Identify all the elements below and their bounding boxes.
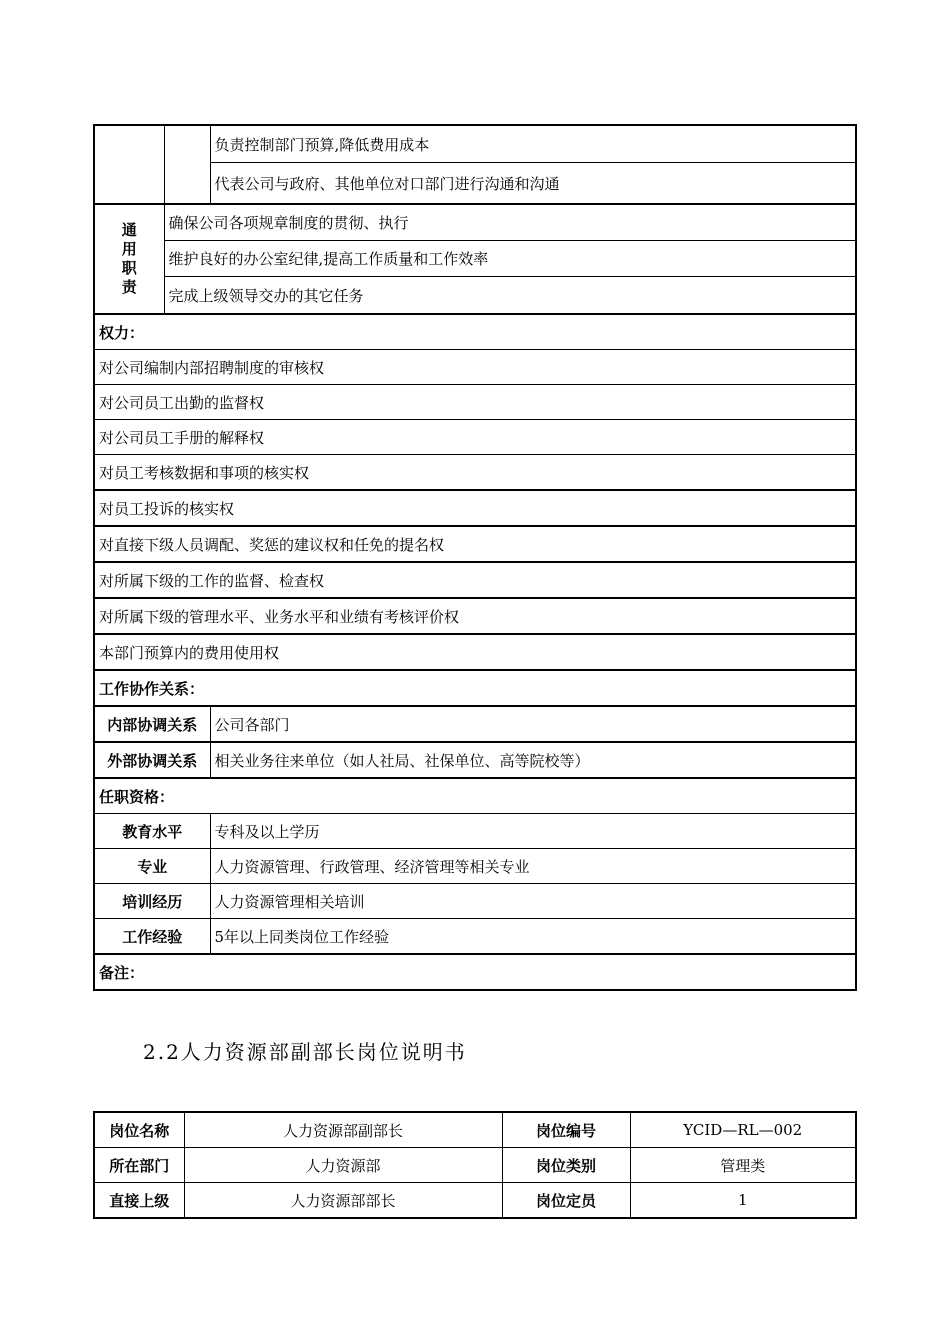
job-info-label: 岗位名称 (94, 1112, 184, 1148)
section-title: 2.2人力资源部副部长岗位说明书 (143, 1040, 467, 1064)
relations-heading: 工作协作关系： (94, 670, 856, 706)
job-info-label: 直接上级 (94, 1183, 184, 1219)
power-item: 本部门预算内的费用使用权 (94, 634, 856, 670)
duty-item: 负责控制部门预算,降低费用成本 (210, 125, 856, 163)
qualification-value: 人力资源管理相关培训 (210, 884, 856, 919)
job-info-value: 人力资源部副部长 (184, 1112, 502, 1148)
job-info-value: 管理类 (630, 1148, 856, 1183)
job-info-value: 人力资源部 (184, 1148, 502, 1183)
job-info-label: 岗位类别 (502, 1148, 630, 1183)
job-description-table (93, 124, 857, 991)
relation-label: 内部协调关系 (94, 706, 210, 742)
remarks-heading: 备注： (94, 954, 856, 990)
job-info-label: 所在部门 (94, 1148, 184, 1183)
qualification-value: 人力资源管理、行政管理、经济管理等相关专业 (210, 849, 856, 884)
relation-value: 公司各部门 (210, 706, 856, 742)
power-item: 对公司编制内部招聘制度的审核权 (94, 350, 856, 385)
relation-value: 相关业务往来单位（如人社局、社保单位、高等院校等） (210, 742, 856, 778)
label-char: 责 (121, 278, 137, 296)
power-item: 对直接下级人员调配、奖惩的建议权和任免的提名权 (94, 526, 856, 562)
qualifications-heading: 任职资格： (94, 778, 856, 814)
general-duty-item: 完成上级领导交办的其它任务 (164, 277, 856, 315)
power-item: 对公司员工手册的解释权 (94, 420, 856, 455)
empty-cell (94, 125, 164, 204)
relation-label: 外部协调关系 (94, 742, 210, 778)
label-char: 职 (121, 259, 137, 277)
duty-item: 代表公司与政府、其他单位对口部门进行沟通和沟通 (210, 163, 856, 205)
job-info-label: 岗位定员 (502, 1183, 630, 1219)
job-info-label: 岗位编号 (502, 1112, 630, 1148)
power-item: 对所属下级的管理水平、业务水平和业绩有考核评价权 (94, 598, 856, 634)
qualification-value: 5年以上同类岗位工作经验 (210, 919, 856, 955)
job-info-table (93, 1111, 857, 1219)
general-duty-item: 维护良好的办公室纪律,提高工作质量和工作效率 (164, 241, 856, 277)
general-duties-label (94, 204, 164, 314)
qualification-value: 专科及以上学历 (210, 814, 856, 849)
label-char: 用 (121, 240, 137, 258)
job-info-value: 人力资源部部长 (184, 1183, 502, 1219)
job-info-value: 1 (630, 1183, 856, 1219)
powers-heading: 权力： (94, 314, 856, 350)
general-duty-item: 确保公司各项规章制度的贯彻、执行 (164, 204, 856, 241)
qualification-label: 教育水平 (94, 814, 210, 849)
power-item: 对员工投诉的核实权 (94, 490, 856, 526)
job-info-value: YCID—RL—002 (630, 1112, 856, 1148)
qualification-label: 工作经验 (94, 919, 210, 955)
qualification-label: 专业 (94, 849, 210, 884)
power-item: 对公司员工出勤的监督权 (94, 385, 856, 420)
qualification-label: 培训经历 (94, 884, 210, 919)
power-item: 对员工考核数据和事项的核实权 (94, 455, 856, 491)
power-item: 对所属下级的工作的监督、检查权 (94, 562, 856, 598)
empty-cell (164, 125, 210, 204)
label-char: 通 (121, 221, 137, 239)
